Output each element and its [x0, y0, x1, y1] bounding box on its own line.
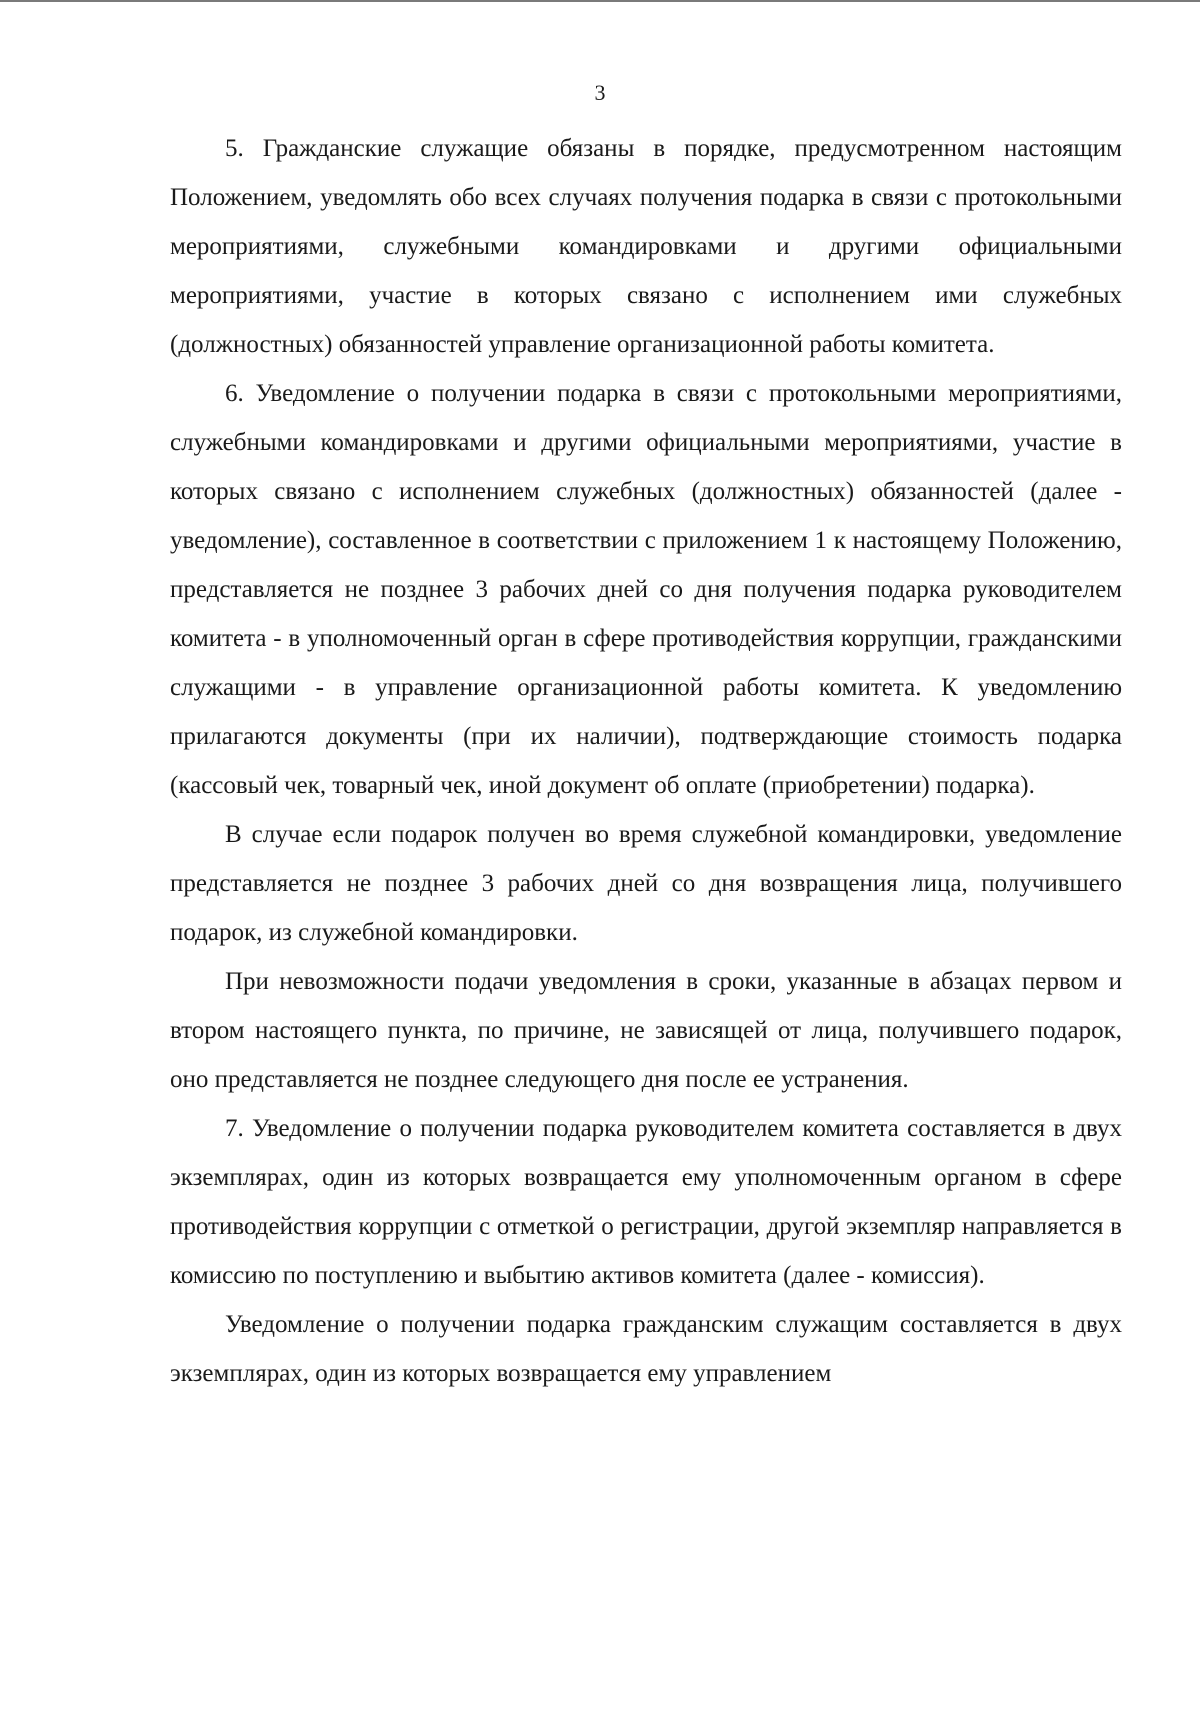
document-body	[170, 124, 1122, 1398]
page-top-edge	[0, 0, 1200, 2]
paragraph-item-7: 7. Уведомление о получении подарка руководителем комитета составляется в двух экземплярах, один из которых возвращается ему уполномоченным органом в сфере противодействия коррупции с отметкой о регистрации, другой экземпляр направляется в комиссию по поступлению и выбытию активов комитета (далее - комиссия).	[170, 1115, 1122, 1289]
paragraph-item-6: 6. Уведомление о получении подарка в связи с протокольными мероприятиями, служебными командировками и другими официальными мероприятиями, участие в которых связано с исполнением служебных (должностных) обязанностей (далее - уведомление), составленное в соответствии с приложением 1 к настоящему Положению, представляется не позднее 3 рабочих дней со дня получения подарка руководителем комитета - в уполномоченный орган в сфере противодействия коррупции, гражданскими служащими - в управление организационной работы комитета. К уведомлению прилагаются документы (при их наличии), подтверждающие стоимость подарка (кассовый чек, товарный чек, иной документ об оплате (приобретении) подарка).	[170, 380, 1122, 799]
paragraph-item-6-impossibility: При невозможности подачи уведомления в сроки, указанные в абзацах первом и втором настоящего пункта, по причине, не зависящей от лица, получившего подарок, оно представляется не позднее следующего дня после ее устранения.	[170, 968, 1122, 1093]
page-number: 3	[594, 80, 606, 105]
paragraph-item-6-business-trip: В случае если подарок получен во время служебной командировки, уведомление представляется не позднее 3 рабочих дней со дня возвращения лица, получившего подарок, из служебной командировки.	[170, 821, 1122, 946]
paragraph-item-7-civil-servant: Уведомление о получении подарка гражданским служащим составляется в двух экземплярах, один из которых возвращается ему управлением	[170, 1311, 1122, 1387]
paragraph-item-5: 5. Гражданские служащие обязаны в порядке, предусмотренном настоящим Положением, уведомлять обо всех случаях получения подарка в связи с протокольными мероприятиями, служебными командировками и другими официальными мероприятиями, участие в которых связано с исполнением ими служебных (должностных) обязанностей управление организационной работы комитета.	[170, 135, 1122, 358]
